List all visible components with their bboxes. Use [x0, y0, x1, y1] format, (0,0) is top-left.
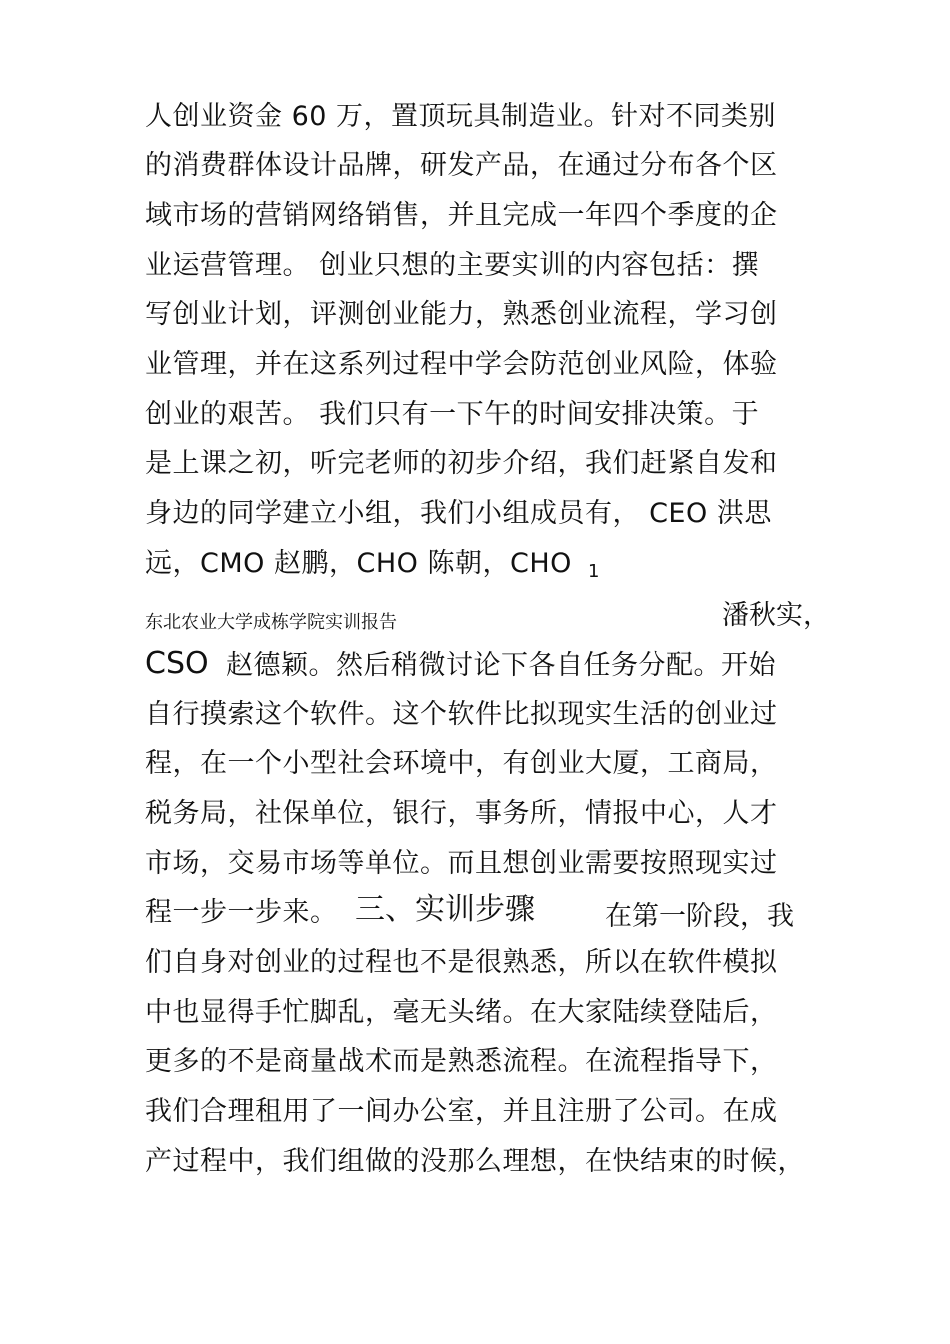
text-line: 市场，交易市场等单位。而且想创业需要按照现实过	[145, 848, 778, 879]
text-line: 自行摸索这个软件。这个软件比拟现实生活的创业过	[145, 699, 778, 730]
text-line: 们自身对创业的过程也不是很熟悉，所以在软件模拟	[145, 947, 778, 978]
text-line: 税务局，社保单位，银行，事务所，情报中心，人才	[145, 798, 778, 829]
text-line: 是上课之初，听完老师的初步介绍，我们赶紧自发和	[145, 448, 778, 479]
cso-label: CSO	[145, 646, 209, 681]
section-heading: 三、实训步骤	[355, 892, 535, 927]
text-line: 在第一阶段，我	[605, 901, 794, 932]
text-line: 业管理，并在这系列过程中学会防范创业风险，体验	[145, 349, 778, 380]
text-line: 远，CMO 赵鹏，CHO 陈朝，CHO	[145, 548, 572, 579]
text-line: 程，在一个小型社会环境中，有创业大厦，工商局，	[145, 748, 778, 779]
text-line: 身边的同学建立小组，我们小组成员有， CEO 洪思	[145, 498, 772, 529]
text-line: 我们合理租用了一间办公室，并且注册了公司。在成	[145, 1096, 778, 1127]
text-line: 程一步一步来。	[145, 897, 338, 928]
footer-school-title: 东北农业大学成栋学院实训报告	[145, 612, 397, 633]
text-line: 更多的不是商量战术而是熟悉流程。在流程指导下，	[145, 1046, 778, 1077]
text-line: 业运营管理。 创业只想的主要实训的内容包括：撰	[145, 250, 760, 281]
text-line: 产过程中，我们组做的没那么理想，在快结束的时候，	[145, 1146, 805, 1177]
text-line: 的消费群体设计品牌，研发产品，在通过分布各个区	[145, 150, 778, 181]
text-line: 赵德颖。然后稍微讨论下各自任务分配。开始	[226, 650, 776, 681]
text-line: 写创业计划，评测创业能力，熟悉创业流程，学习创	[145, 299, 778, 330]
text-line: 域市场的营销网络销售，并且完成一年四个季度的企	[145, 200, 778, 231]
page-number: 1	[588, 561, 600, 582]
text-line: 中也显得手忙脚乱，毫无头绪。在大家陆续登陆后，	[145, 997, 778, 1028]
text-line: 创业的艰苦。 我们只有一下午的时间安排决策。于	[145, 399, 760, 430]
text-line: 人创业资金 60 万，置顶玩具制造业。针对不同类别	[145, 101, 777, 132]
footer-name: 潘秋实，	[722, 600, 830, 631]
